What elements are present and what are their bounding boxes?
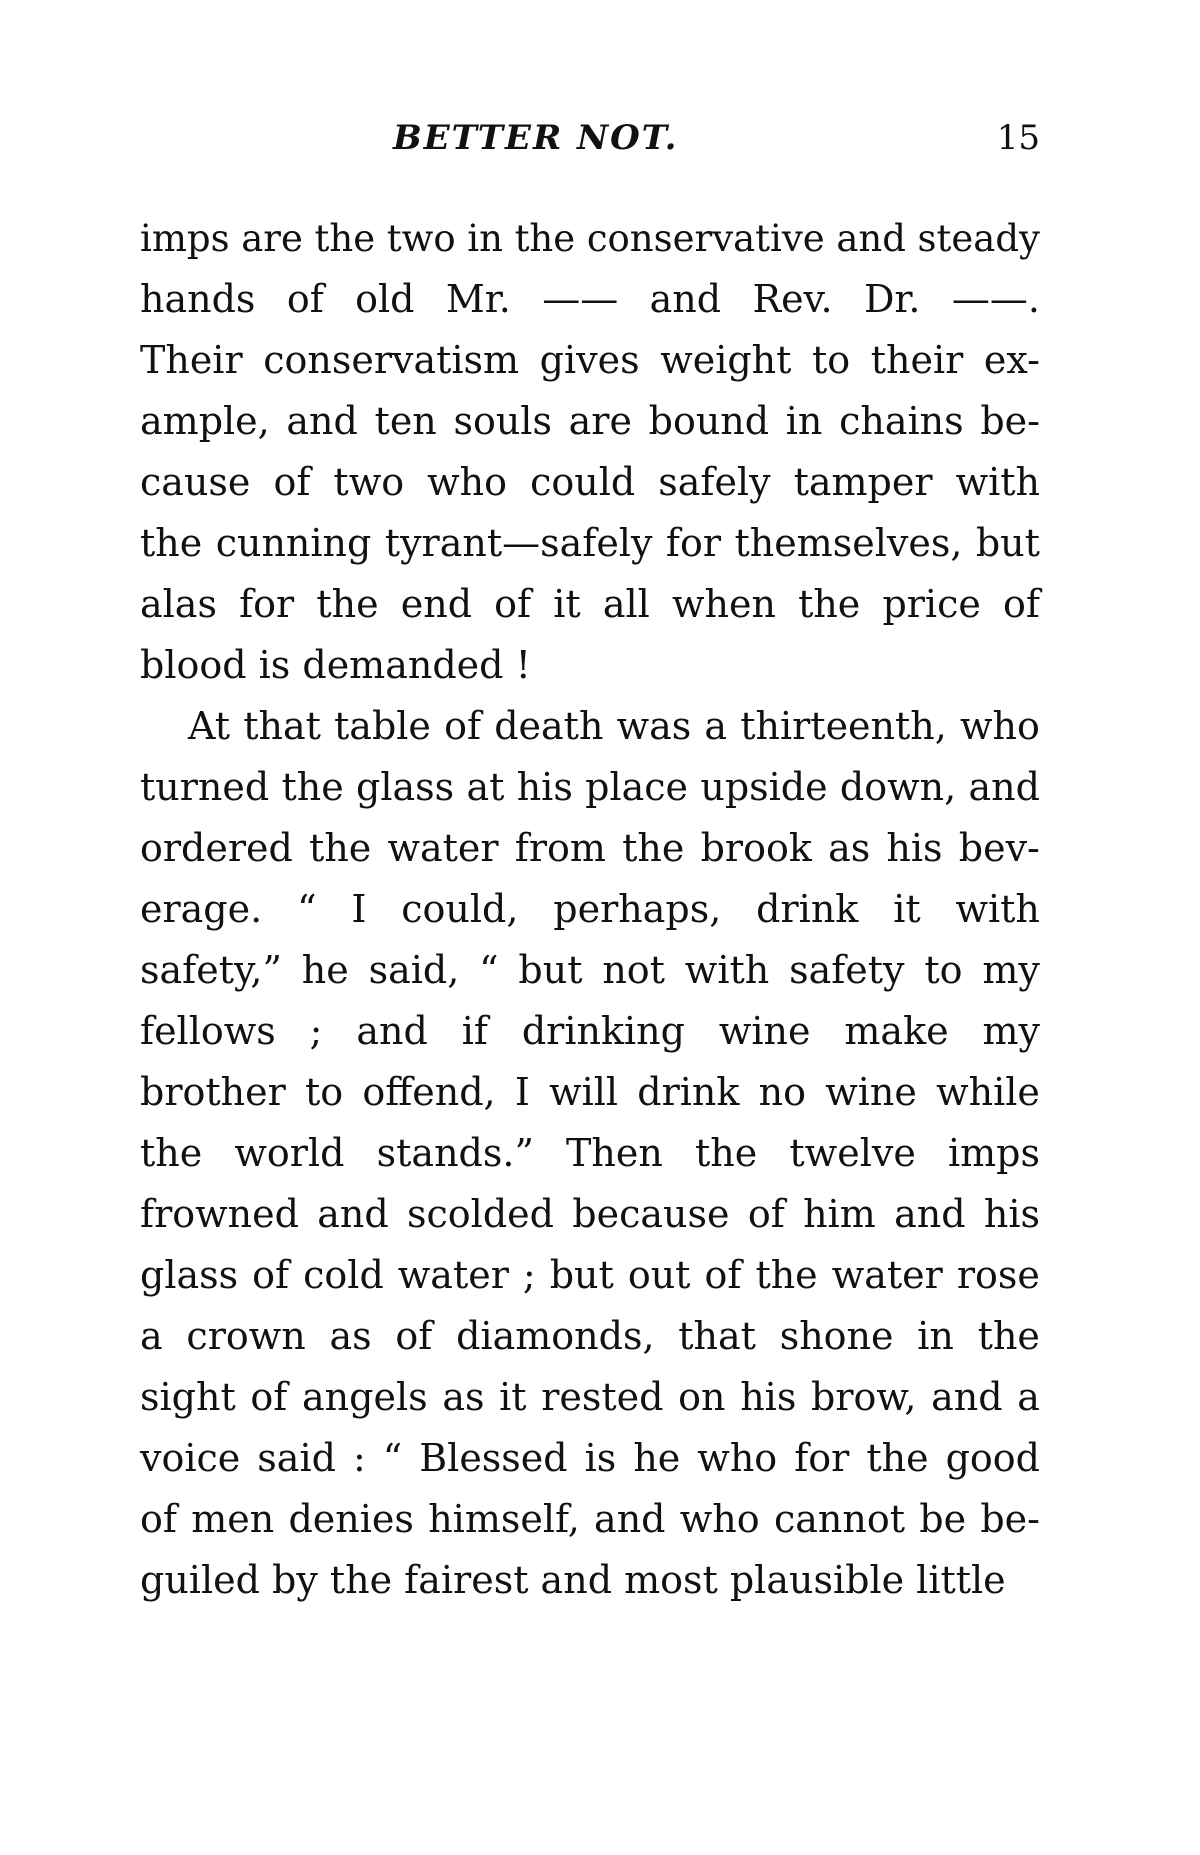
word: that: [678, 1314, 756, 1358]
word: as: [442, 1375, 485, 1419]
word: sight: [140, 1375, 236, 1419]
word: drink: [756, 887, 859, 931]
word: as: [329, 1314, 372, 1358]
word: rested: [541, 1375, 664, 1419]
word: his: [516, 765, 573, 809]
word: the: [695, 1131, 758, 1175]
word: his: [983, 1192, 1040, 1236]
word: chains: [839, 399, 964, 443]
word: alas: [140, 582, 217, 626]
word: of: [704, 1253, 742, 1297]
word: and: [356, 1009, 428, 1053]
word: wine: [718, 1009, 811, 1053]
word: cold: [303, 1253, 384, 1297]
word: angels: [302, 1375, 428, 1419]
word: twelve: [789, 1131, 916, 1175]
word: the: [140, 521, 203, 565]
word: Their: [140, 338, 243, 382]
word: the: [977, 1314, 1040, 1358]
word: out: [627, 1253, 691, 1297]
word: :: [352, 1436, 366, 1480]
word: the: [140, 1131, 203, 1175]
word: when: [671, 582, 776, 626]
word: cannot: [773, 1497, 905, 1541]
word: upside: [700, 765, 828, 809]
word: but: [975, 521, 1040, 565]
word: safety,”: [140, 948, 282, 992]
word: make: [844, 1009, 949, 1053]
word: are: [568, 399, 632, 443]
word: him: [803, 1192, 876, 1236]
word: because: [572, 1192, 730, 1236]
word: and: [894, 1192, 966, 1236]
word: ordered: [140, 826, 293, 870]
word: was: [616, 704, 692, 748]
word: and: [931, 1375, 1003, 1419]
word: of: [252, 1253, 290, 1297]
text-line: [140, 1489, 1040, 1550]
text-line: [140, 330, 1040, 391]
word: Dr.: [863, 277, 921, 321]
word: and: [968, 765, 1040, 809]
text-line: [140, 879, 1040, 940]
word: world: [234, 1131, 345, 1175]
word: in: [785, 399, 823, 443]
word: good: [945, 1436, 1040, 1480]
word: bound: [648, 399, 770, 443]
word: of: [747, 1192, 785, 1236]
word: drink: [637, 1070, 740, 1114]
word: will: [549, 1070, 619, 1114]
text-line: [140, 1001, 1040, 1062]
word: at: [466, 765, 505, 809]
word: all: [602, 582, 650, 626]
word: price: [882, 582, 981, 626]
word: Mr.: [445, 277, 511, 321]
word: of: [250, 1375, 288, 1419]
word: Rev.: [752, 277, 833, 321]
word: weight: [660, 338, 792, 382]
text-line: [140, 452, 1040, 513]
word: hands: [140, 277, 256, 321]
word: it: [499, 1375, 527, 1419]
word: who: [697, 1436, 778, 1480]
word: for: [794, 1436, 850, 1480]
word: of: [444, 704, 482, 748]
word: said: [257, 1436, 336, 1480]
word: drinking: [521, 1009, 685, 1053]
word: could: [530, 460, 636, 504]
word: for: [665, 521, 721, 565]
word: frowned: [140, 1192, 299, 1236]
word: my: [982, 948, 1040, 992]
word: “: [382, 1436, 403, 1480]
word: who: [427, 460, 508, 504]
word: from: [514, 826, 606, 870]
body-text: [140, 208, 1040, 1611]
word: is: [584, 1436, 617, 1480]
word: brother: [140, 1070, 286, 1114]
word: wine: [825, 1070, 917, 1114]
word: safely: [658, 460, 771, 504]
word: water: [397, 1253, 509, 1297]
word: I: [514, 1070, 530, 1114]
word: the: [755, 1253, 818, 1297]
word: At: [188, 704, 231, 748]
word: turned: [140, 765, 270, 809]
word: ——: [542, 277, 619, 321]
word: rose: [956, 1253, 1040, 1297]
word: be-: [980, 399, 1040, 443]
word: “: [297, 887, 317, 931]
word: ex-: [983, 338, 1040, 382]
word: denies: [288, 1497, 414, 1541]
word: crown: [186, 1314, 306, 1358]
word: Blessed: [419, 1436, 568, 1480]
word: diamonds,: [456, 1314, 655, 1358]
word: thirteenth,: [740, 704, 947, 748]
word: ten: [374, 399, 437, 443]
text-line: [140, 1062, 1040, 1123]
word: of: [1003, 582, 1040, 626]
word: that: [243, 704, 321, 748]
word: two: [386, 217, 456, 260]
word: could,: [401, 887, 519, 931]
word: and: [649, 277, 722, 321]
word: of: [273, 460, 311, 504]
word: in: [467, 217, 503, 260]
word: glass: [356, 765, 455, 809]
word: to: [924, 948, 963, 992]
word: tamper: [793, 460, 933, 504]
page-number: 15: [996, 118, 1040, 158]
word: table: [334, 704, 431, 748]
word: if: [461, 1009, 488, 1053]
word: his: [886, 826, 943, 870]
word: the: [316, 582, 379, 626]
word: to: [812, 338, 851, 382]
word: a: [140, 1314, 163, 1358]
word: offend,: [362, 1070, 496, 1114]
word: brow,: [811, 1375, 917, 1419]
word: he: [301, 948, 349, 992]
word: water: [831, 1253, 943, 1297]
word: be-: [980, 1497, 1040, 1541]
word: down,: [839, 765, 957, 809]
word: it: [893, 887, 921, 931]
word: ample,: [140, 399, 270, 443]
word: imps: [140, 217, 230, 260]
word: the: [622, 826, 685, 870]
word: of: [494, 582, 532, 626]
word: glass: [140, 1253, 239, 1297]
word: steady: [917, 217, 1040, 260]
word: a: [704, 704, 728, 748]
word: the: [514, 217, 576, 260]
word: men: [191, 1497, 275, 1541]
word: my: [982, 1009, 1040, 1053]
word: two: [333, 460, 405, 504]
word: the: [314, 217, 376, 260]
word: cunning: [215, 521, 372, 565]
word: water: [387, 826, 499, 870]
word: the: [798, 582, 861, 626]
page-header: [140, 118, 1040, 168]
word: but: [518, 948, 583, 992]
word: and: [836, 217, 906, 260]
text-line: [140, 1184, 1040, 1245]
word: of: [286, 277, 324, 321]
word: his: [740, 1375, 797, 1419]
word: souls: [453, 399, 552, 443]
running-head: BETTER NOT.: [393, 118, 679, 158]
word: their: [870, 338, 964, 382]
word: ;: [522, 1253, 536, 1297]
text-line: [140, 1306, 1040, 1367]
word: perhaps,: [553, 887, 722, 931]
word: and: [594, 1497, 666, 1541]
word: ;: [309, 1009, 323, 1053]
text-line: [140, 1245, 1040, 1306]
word: cause: [140, 460, 251, 504]
word: voice: [140, 1436, 241, 1480]
word: with: [955, 460, 1040, 504]
text-line: [140, 818, 1040, 879]
word: and: [286, 399, 358, 443]
word: conservatism: [263, 338, 520, 382]
text-line: [140, 208, 1040, 269]
word: end: [400, 582, 473, 626]
word: Then: [566, 1131, 663, 1175]
text-line: [140, 940, 1040, 1001]
word: tyrant—safely: [384, 521, 653, 565]
word: conservative: [586, 217, 825, 260]
text-line: [140, 574, 1040, 635]
word: scolded: [407, 1192, 554, 1236]
text-line: [140, 696, 1040, 757]
word: “: [479, 948, 499, 992]
text-line: [140, 391, 1040, 452]
word: with: [684, 948, 770, 992]
text-line: guiled by the fairest and most plausible little: [140, 1558, 1006, 1602]
word: themselves,: [734, 521, 963, 565]
word: fellows: [140, 1009, 276, 1053]
word: the: [281, 765, 344, 809]
word: shone: [779, 1314, 894, 1358]
word: and: [317, 1192, 389, 1236]
word: while: [936, 1070, 1040, 1114]
word: but: [549, 1253, 614, 1297]
word: gives: [539, 338, 640, 382]
word: who: [960, 704, 1040, 748]
text-line: [140, 1367, 1040, 1428]
word: for: [239, 582, 295, 626]
word: safety: [789, 948, 905, 992]
word: old: [355, 277, 415, 321]
word: as: [828, 826, 871, 870]
word: not: [602, 948, 665, 992]
word: be: [919, 1497, 967, 1541]
word: said,: [368, 948, 460, 992]
word: in: [917, 1314, 954, 1358]
text-line: [140, 1123, 1040, 1184]
word: I: [351, 887, 367, 931]
text-line: [140, 513, 1040, 574]
word: of: [395, 1314, 433, 1358]
word: with: [955, 887, 1040, 931]
word: stands.”: [376, 1131, 534, 1175]
text-line: [140, 1428, 1040, 1489]
text-line: [140, 269, 1040, 330]
word: a: [1017, 1375, 1040, 1419]
word: death: [494, 704, 604, 748]
word: the: [866, 1436, 929, 1480]
word: of: [140, 1497, 177, 1541]
word: imps: [947, 1131, 1040, 1175]
word: he: [633, 1436, 681, 1480]
text-line: blood is demanded !: [140, 643, 531, 687]
word: it: [553, 582, 581, 626]
word: brook: [700, 826, 812, 870]
word: place: [585, 765, 689, 809]
word: to: [304, 1070, 344, 1114]
word: himself,: [428, 1497, 580, 1541]
word: bev-: [958, 826, 1040, 870]
word: are: [241, 217, 303, 260]
word: ——.: [951, 277, 1040, 321]
word: who: [679, 1497, 760, 1541]
word: no: [758, 1070, 807, 1114]
word: erage.: [140, 887, 263, 931]
text-line: [140, 757, 1040, 818]
word: the: [309, 826, 372, 870]
word: on: [678, 1375, 726, 1419]
